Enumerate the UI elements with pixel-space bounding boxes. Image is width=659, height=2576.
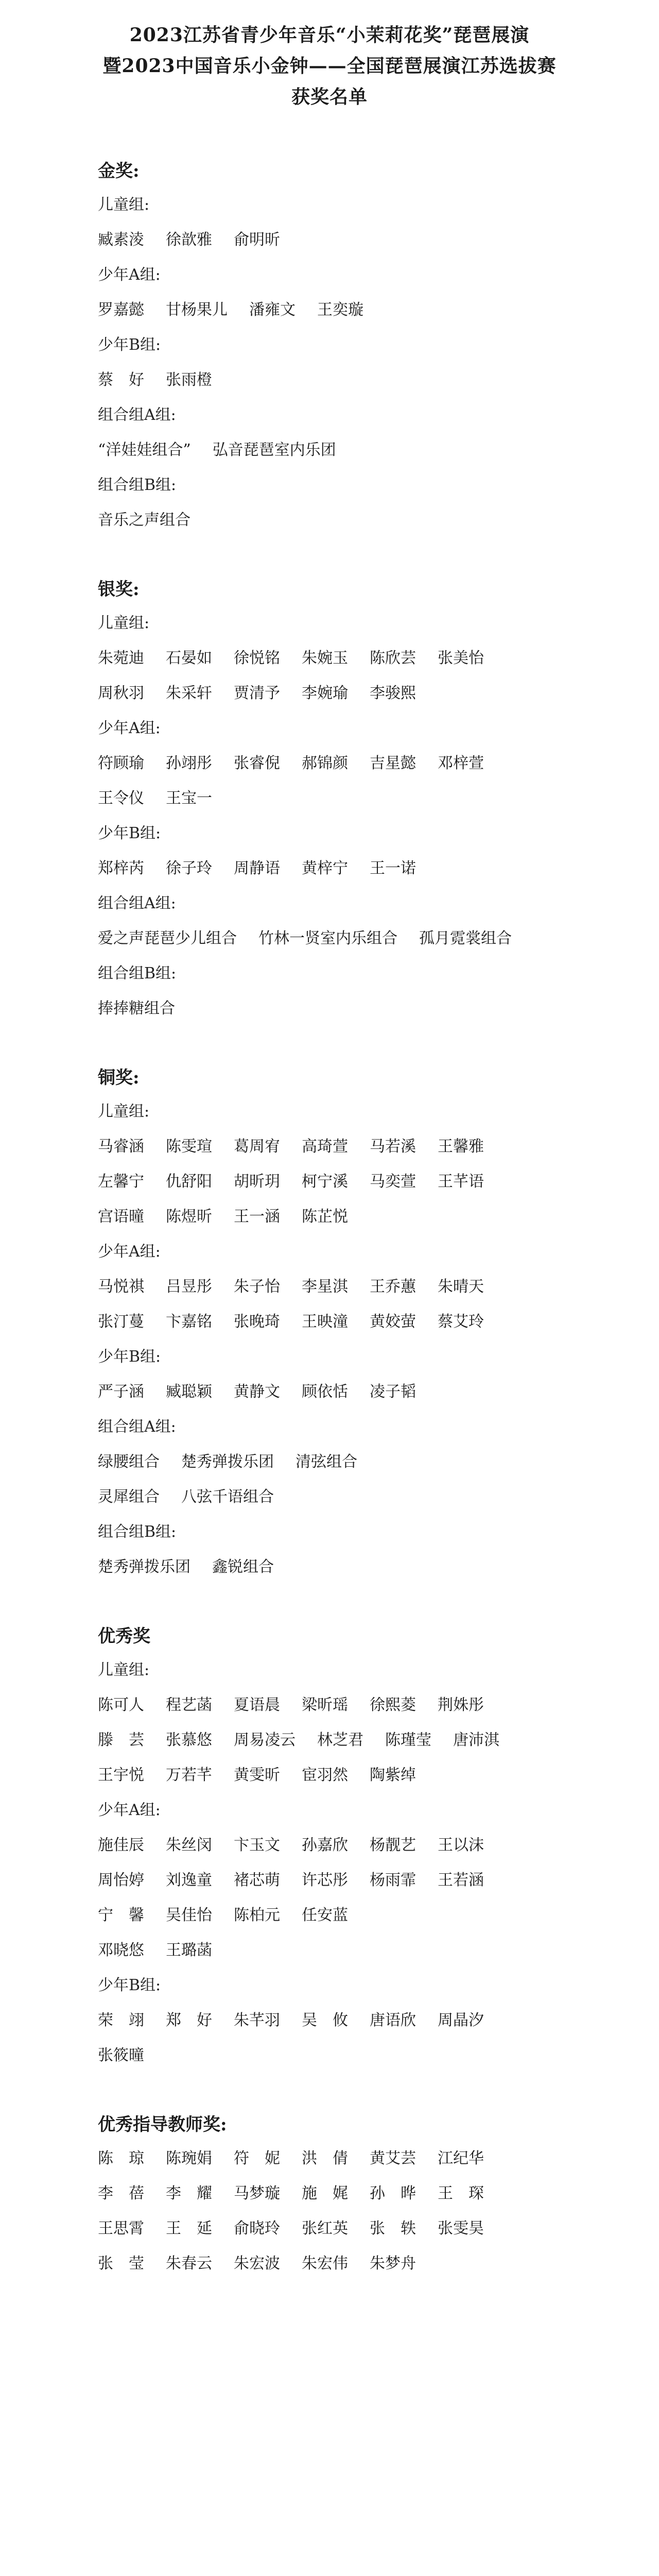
awardee-name: 王乔蕙 — [370, 1278, 416, 1296]
awardee-name: 夏语晨 — [234, 1696, 280, 1714]
name-row — [98, 1828, 613, 1863]
awardee-name: 卞嘉铭 — [166, 1313, 212, 1331]
awardee-name: 贾清予 — [234, 684, 280, 702]
awardee-name: 张 莹 — [98, 2255, 144, 2273]
awardee-name: 张红英 — [302, 2219, 348, 2238]
awardee-name: 张筱曈 — [98, 2046, 144, 2064]
awardee-name: 黄雯昕 — [234, 1766, 280, 1784]
award-section — [98, 573, 613, 1026]
group-label: 组合组A组: — [98, 406, 176, 424]
awardee-name: 朱梦舟 — [370, 2255, 416, 2273]
awardee-name: 江纪华 — [438, 2149, 484, 2167]
awardee-name: 王芊语 — [438, 1173, 484, 1191]
awardee-name: 竹林一贤室内乐组合 — [258, 929, 397, 947]
awardee-name: 李婉瑜 — [302, 684, 348, 702]
awardee-name: 甘杨果儿 — [166, 301, 228, 319]
awardee-name: 滕 芸 — [98, 1731, 144, 1749]
awardee-name: 王映潼 — [302, 1313, 348, 1331]
awardee-name: 马奕萱 — [370, 1173, 416, 1191]
awardee-name: 王以沫 — [438, 1836, 484, 1854]
awardee-name: 马若溪 — [370, 1138, 416, 1156]
awardee-name: 周秋羽 — [98, 684, 144, 702]
awardee-name: 朱宏伟 — [302, 2255, 348, 2273]
awardee-name: 王璐菡 — [166, 1941, 212, 1959]
awardee-name: 葛周宥 — [234, 1138, 280, 1156]
awardee-name: 胡昕玥 — [234, 1173, 280, 1191]
awardee-name: 荆姝彤 — [438, 1696, 484, 1714]
awardee-name: 张 轶 — [370, 2219, 416, 2238]
name-row — [98, 1375, 613, 1410]
awardee-name: 清弦组合 — [296, 1453, 357, 1471]
name-row — [98, 433, 613, 468]
group-label: 组合组A组: — [98, 1418, 176, 1436]
group-label: 少年A组: — [98, 266, 161, 284]
award-section — [98, 1620, 613, 2073]
name-row — [98, 1445, 613, 1480]
awardee-name: 王一涵 — [234, 1208, 280, 1226]
awardee-name: 楚秀弹拨乐团 — [98, 1558, 190, 1576]
group-label: 少年A组: — [98, 719, 161, 737]
group-label: 组合组B组: — [98, 1523, 177, 1541]
awardee-name: 朱菀迪 — [98, 649, 144, 667]
awardee-name: 陈瑾莹 — [385, 1731, 431, 1749]
awardee-name: 徐歆雅 — [166, 231, 212, 249]
awardee-name: 朱采轩 — [166, 684, 212, 702]
awardee-name: 朱春云 — [166, 2255, 212, 2273]
group-label: 少年A组: — [98, 1243, 161, 1261]
name-row — [98, 503, 613, 538]
awardee-name: 李 蓓 — [98, 2184, 144, 2202]
name-row — [98, 1480, 613, 1515]
awardee-name: 王宝一 — [166, 789, 212, 807]
group-label: 少年B组: — [98, 824, 161, 842]
awardee-name: 王思霄 — [98, 2219, 144, 2238]
awardee-name: 李星淇 — [302, 1278, 348, 1296]
name-row — [98, 1164, 613, 1199]
awardee-name: 灵犀组合 — [98, 1488, 160, 1506]
name-row — [98, 781, 613, 816]
awardee-name: 宫语曈 — [98, 1208, 144, 1226]
name-row — [98, 1758, 613, 1793]
awardee-name: 刘逸童 — [166, 1871, 212, 1889]
section-title: 银奖: — [98, 579, 140, 600]
awardee-name: 王一诺 — [370, 859, 416, 877]
awardee-name: 陈雯瑄 — [166, 1138, 212, 1156]
awardee-name: 石晏如 — [166, 649, 212, 667]
group-label: 少年B组: — [98, 1976, 161, 1994]
awardee-name: 陈柏元 — [234, 1906, 280, 1924]
name-row — [98, 1723, 613, 1758]
awardee-name: 俞明昕 — [234, 231, 280, 249]
awardee-name: 孙 晔 — [370, 2184, 416, 2202]
name-row — [98, 1933, 613, 1968]
award-section — [98, 2108, 613, 2281]
awardee-name: 俞晓玲 — [234, 2219, 280, 2238]
awardee-name: 孙嘉欣 — [302, 1836, 348, 1854]
awardee-name: 许芯彤 — [302, 1871, 348, 1889]
name-row — [98, 641, 613, 676]
section-title: 金奖: — [98, 161, 140, 181]
awardee-name: 孤月霓裳组合 — [419, 929, 512, 947]
name-row — [98, 2141, 613, 2176]
awardee-name: 吴佳怡 — [166, 1906, 212, 1924]
group-label: 少年B组: — [98, 336, 161, 354]
awardee-name: 蔡 好 — [98, 371, 144, 389]
awardee-name: 王 延 — [166, 2219, 212, 2238]
awardee-name: 陈琬娟 — [166, 2149, 212, 2167]
awardee-name: 施佳辰 — [98, 1836, 144, 1854]
awardee-name: 八弦千语组合 — [181, 1488, 274, 1506]
awardee-name: 凌子韬 — [370, 1383, 416, 1401]
name-row — [98, 2176, 613, 2211]
awardee-name: 卞玉文 — [234, 1836, 280, 1854]
awardee-name: 梁昕瑶 — [302, 1696, 348, 1714]
awardee-name: 黄姣萤 — [370, 1313, 416, 1331]
awardee-name: 洪 倩 — [302, 2149, 348, 2167]
awardee-name: 楚秀弹拨乐团 — [181, 1453, 274, 1471]
awardee-name: 陈 琼 — [98, 2149, 144, 2167]
group-label: 组合组B组: — [98, 964, 177, 982]
awardee-name: 林芝君 — [317, 1731, 363, 1749]
title-line-1: 2023江苏省青少年音乐“小茉莉花奖”琵琶展演 — [129, 24, 530, 46]
section-title: 铜奖: — [98, 1067, 140, 1088]
awardee-name: 朱宏波 — [234, 2255, 280, 2273]
group-label: 组合组B组: — [98, 476, 177, 494]
awardee-name: 朱婉玉 — [302, 649, 348, 667]
awardee-name: 符顾瑜 — [98, 754, 144, 772]
awardee-name: 周晶汐 — [438, 2011, 484, 2029]
awardee-name: 程艺菡 — [166, 1696, 212, 1714]
awardee-name: 徐子玲 — [166, 859, 212, 877]
name-row — [98, 1129, 613, 1164]
awardee-name: 柯宁溪 — [302, 1173, 348, 1191]
name-row — [98, 991, 613, 1026]
awardee-name: 荣 翊 — [98, 2011, 144, 2029]
awardee-name: 杨靓艺 — [370, 1836, 416, 1854]
awardee-name: 吕昱彤 — [166, 1278, 212, 1296]
name-row — [98, 676, 613, 711]
awardee-name: 朱子怡 — [234, 1278, 280, 1296]
title-line-3: 获奖名单 — [291, 86, 368, 108]
awardee-name: 唐沛淇 — [453, 1731, 499, 1749]
awardee-name: 黄静文 — [234, 1383, 280, 1401]
awardee-name: 张美怡 — [438, 649, 484, 667]
name-row — [98, 1269, 613, 1304]
awardee-name: 陈煜昕 — [166, 1208, 212, 1226]
title-line-2: 暨2023中国音乐小金钟——全国琵琶展演江苏选拔赛 — [102, 55, 557, 77]
name-row — [98, 363, 613, 398]
awardee-name: 朱芊羽 — [234, 2011, 280, 2029]
awardee-name: 陈芷悦 — [302, 1208, 348, 1226]
award-section — [98, 1061, 613, 1585]
document-title — [0, 20, 659, 112]
name-row — [98, 2038, 613, 2073]
awardee-name: 陈可人 — [98, 1696, 144, 1714]
awardee-name: 王宇悦 — [98, 1766, 144, 1784]
name-row — [98, 2211, 613, 2246]
name-row — [98, 1863, 613, 1898]
name-row — [98, 1688, 613, 1723]
group-label: 儿童组: — [98, 614, 150, 632]
group-label: 少年B组: — [98, 1348, 161, 1366]
name-row — [98, 1304, 613, 1340]
awardee-name: 孙翊彤 — [166, 754, 212, 772]
awardee-name: 张雯昊 — [438, 2219, 484, 2238]
awardee-name: 朱晴天 — [438, 1278, 484, 1296]
awardee-name: 张汀蔓 — [98, 1313, 144, 1331]
awardee-name: 罗嘉懿 — [98, 301, 144, 319]
name-row — [98, 2246, 613, 2281]
awardee-name: 潘雍文 — [249, 301, 296, 319]
group-label: 儿童组: — [98, 1661, 150, 1679]
section-title: 优秀奖 — [98, 1626, 150, 1647]
awardee-name: 张慕悠 — [166, 1731, 212, 1749]
awardee-name: 周易凌云 — [234, 1731, 296, 1749]
section-title: 优秀指导教师奖: — [98, 2114, 227, 2135]
awardee-name: 严子涵 — [98, 1383, 144, 1401]
awardee-name: 王奕璇 — [317, 301, 363, 319]
awardee-name: 陶紫绰 — [370, 1766, 416, 1784]
awardee-name: 马悦祺 — [98, 1278, 144, 1296]
name-row — [98, 746, 613, 781]
awardee-name: 黄梓宁 — [302, 859, 348, 877]
awardee-name: 吉星懿 — [370, 754, 416, 772]
awardee-name: 郑梓芮 — [98, 859, 144, 877]
awardee-name: 张睿倪 — [234, 754, 280, 772]
group-label: 少年A组: — [98, 1801, 161, 1819]
awardee-name: 顾依恬 — [302, 1383, 348, 1401]
awardee-name: 李骏熙 — [370, 684, 416, 702]
awardee-name: 褚芯萌 — [234, 1871, 280, 1889]
awardee-name: 爱之声琵琶少儿组合 — [98, 929, 237, 947]
awardee-name: 绿腰组合 — [98, 1453, 160, 1471]
group-label: 组合组A组: — [98, 894, 176, 912]
awardee-name: 宁 馨 — [98, 1906, 144, 1924]
awardee-name: 捧捧糖组合 — [98, 999, 175, 1018]
awardee-name: 邓晓悠 — [98, 1941, 144, 1959]
awardee-name: 周静语 — [234, 859, 280, 877]
awardee-name: 王若涵 — [438, 1871, 484, 1889]
name-row — [98, 293, 613, 328]
awardee-name: 臧素淩 — [98, 231, 144, 249]
awardee-name: 李 耀 — [166, 2184, 212, 2202]
awardee-name: 万若芊 — [166, 1766, 212, 1784]
awardee-name: 杨雨霏 — [370, 1871, 416, 1889]
awardee-name: 鑫锐组合 — [212, 1558, 274, 1576]
awardee-name: 施 娓 — [302, 2184, 348, 2202]
awardee-name: 马梦璇 — [234, 2184, 280, 2202]
name-row — [98, 921, 613, 956]
awardee-name: 马睿涵 — [98, 1138, 144, 1156]
awardee-name: 左馨宁 — [98, 1173, 144, 1191]
awardee-name: 朱丝闵 — [166, 1836, 212, 1854]
name-row — [98, 1898, 613, 1933]
awardee-name: 仇舒阳 — [166, 1173, 212, 1191]
awardee-name: 宦羽然 — [302, 1766, 348, 1784]
award-list — [98, 155, 613, 2316]
awardee-name: 王令仪 — [98, 789, 144, 807]
awardee-name: 张晚琦 — [234, 1313, 280, 1331]
awardee-name: 张雨橙 — [166, 371, 212, 389]
awardee-name: 臧聪颖 — [166, 1383, 212, 1401]
group-label: 儿童组: — [98, 1103, 150, 1121]
awardee-name: 弘音琵琶室内乐团 — [212, 441, 336, 459]
awardee-name: 音乐之声组合 — [98, 511, 190, 529]
awardee-name: 徐熙菱 — [370, 1696, 416, 1714]
name-row — [98, 2003, 613, 2038]
awardee-name: 吴 攸 — [302, 2011, 348, 2029]
name-row — [98, 1199, 613, 1234]
awardee-name: 高琦萱 — [302, 1138, 348, 1156]
group-label: 儿童组: — [98, 196, 150, 214]
awardee-name: 符 妮 — [234, 2149, 280, 2167]
awardee-name: “洋娃娃组合” — [98, 441, 191, 459]
awardee-name: 郑 好 — [166, 2011, 212, 2029]
awardee-name: 任安蓝 — [302, 1906, 348, 1924]
awardee-name: 陈欣芸 — [370, 649, 416, 667]
name-row — [98, 223, 613, 258]
awardee-name: 黄艾芸 — [370, 2149, 416, 2167]
awardee-name: 蔡艾玲 — [438, 1313, 484, 1331]
name-row — [98, 1550, 613, 1585]
awardee-name: 徐悦铭 — [234, 649, 280, 667]
award-section — [98, 155, 613, 538]
awardee-name: 王 琛 — [438, 2184, 484, 2202]
awardee-name: 王馨雅 — [438, 1138, 484, 1156]
awardee-name: 周怡婷 — [98, 1871, 144, 1889]
awardee-name: 唐语欣 — [370, 2011, 416, 2029]
awardee-name: 郝锦颜 — [302, 754, 348, 772]
name-row — [98, 851, 613, 886]
awardee-name: 邓梓萱 — [438, 754, 484, 772]
